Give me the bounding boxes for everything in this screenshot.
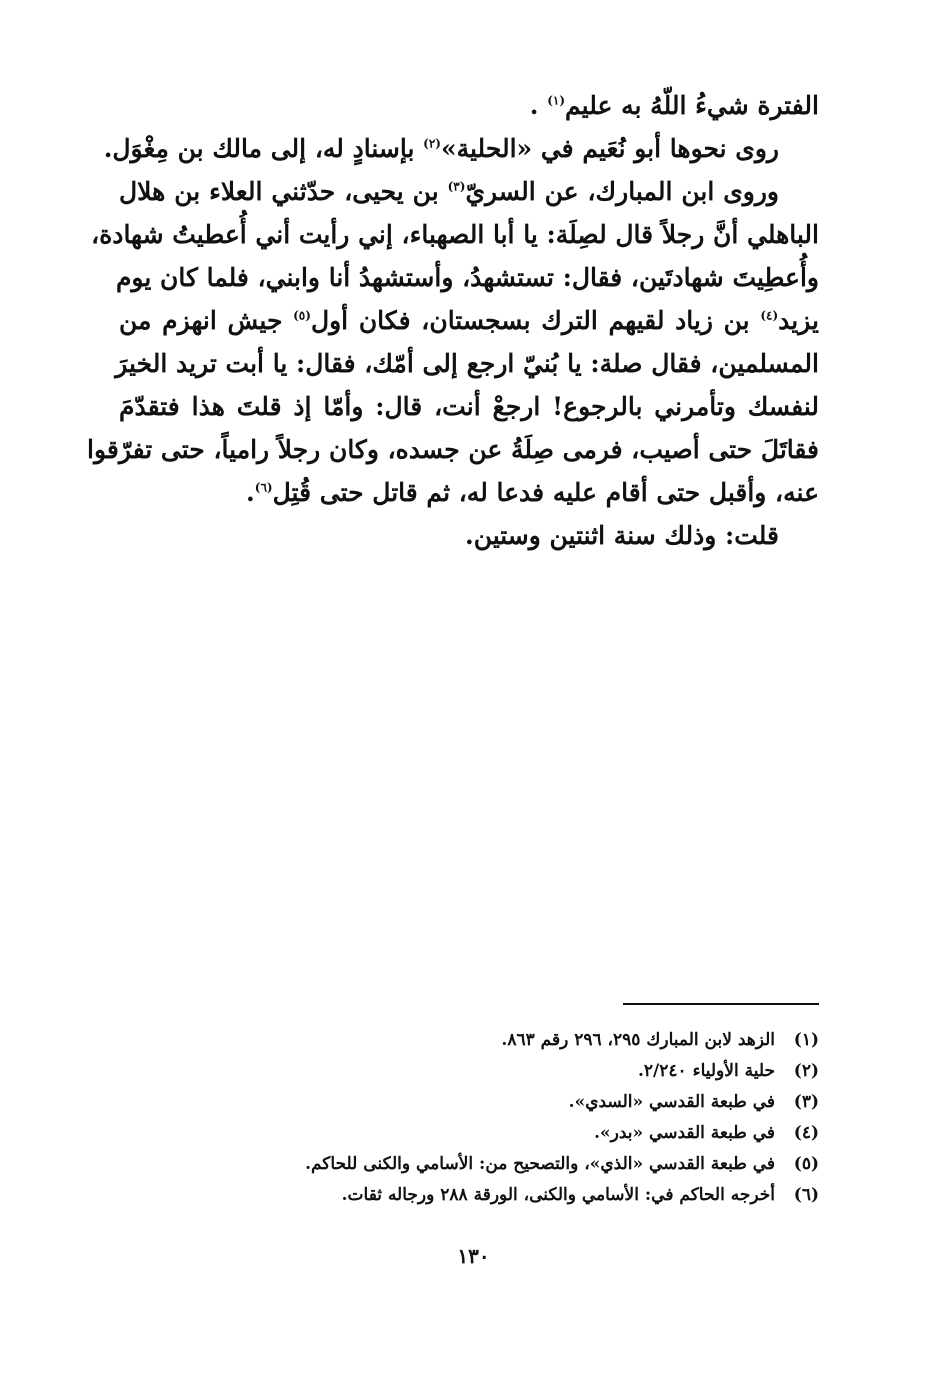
text-line — [119, 299, 819, 342]
footnote-number: (٢) — [793, 1061, 819, 1081]
text-line — [103, 127, 819, 170]
footnote-text: الزهد لابن المبارك ٢٩٥، ٢٩٦ رقم ٨٦٣. — [501, 1030, 775, 1050]
footnote-number: (٤) — [793, 1123, 819, 1143]
footnote — [119, 1149, 819, 1180]
text-line: قلت: وذلك سنة اثنتين وستين. — [464, 521, 779, 550]
text-line — [119, 471, 819, 514]
text-segment: بن زياد لقيهم الترك بسجستان، فكان أول — [310, 306, 761, 335]
text-segment: بإسنادٍ له، إلى مالك بن مِغْوَل. — [103, 134, 424, 163]
footnote-reference: (٣) — [447, 179, 466, 194]
text-segment: جيش انهزم من — [119, 306, 294, 335]
footnote — [119, 1025, 819, 1056]
footnote — [119, 1087, 819, 1118]
footnote-text: حلية الأولياء ٢/٢٤٠. — [638, 1061, 775, 1081]
footnote-number: (٦) — [793, 1185, 819, 1205]
footnote-reference: (٢) — [423, 136, 441, 151]
footnote-separator — [623, 1003, 819, 1005]
footnote — [119, 1118, 819, 1149]
footnotes-block — [119, 1025, 819, 1211]
page-number: ١٣٠ — [457, 1244, 490, 1268]
text-line: الباهلي أنَّ رجلاً قال لصِلَة: يا أبا الصهباء، إني رأيت أني أُعطيتُ شهادة، — [91, 220, 819, 249]
footnote — [119, 1180, 819, 1211]
text-line: فقاتَلَ حتى أصيب، فرمى صِلَةُ عن جسده، وكان رجلاً رامياً، حتى تفرّقوا — [87, 435, 819, 464]
footnote-number: (٣) — [793, 1092, 819, 1112]
footnote-number: (١) — [793, 1030, 819, 1050]
footnote — [119, 1056, 819, 1087]
text-line — [119, 84, 819, 127]
text-line: وأُعطِيتَ شهادتَين، فقال: تستشهدُ، وأستشهدُ أنا وابني، فلما كان يوم — [115, 263, 819, 292]
text-segment: روى نحوها أبو نُعَيم في «الحلية» — [440, 134, 779, 163]
text-segment: وروى ابن المبارك، عن السريّ — [465, 177, 779, 206]
footnote-text: في طبعة القدسي «بدر». — [594, 1123, 775, 1143]
text-segment: يزيد — [778, 306, 819, 335]
footnote-text: أخرجه الحاكم في: الأسامي والكنى، الورقة ٢٨٨ ورجاله ثقات. — [341, 1185, 775, 1205]
footnote-text: في طبعة القدسي «الذي»، والتصحيح من: الأسامي والكنى للحاكم. — [305, 1154, 775, 1174]
text-segment: الفترة شيءُ اللّهُ به عليم — [565, 91, 819, 120]
text-segment: . — [529, 91, 548, 120]
footnote-reference: (٥) — [293, 308, 311, 323]
text-line — [119, 170, 819, 213]
footnote-number: (٥) — [793, 1154, 819, 1174]
footnote-text: في طبعة القدسي «السدي». — [568, 1092, 775, 1112]
text-segment: . — [246, 478, 255, 507]
text-line: المسلمين، فقال صلة: يا بُنيّ ارجع إلى أمّك، فقال: يا أبت تريد الخيرَ — [115, 349, 819, 378]
text-segment: عنه، وأقبل حتى أقام عليه فدعا له، ثم قاتل حتى قُتِل — [272, 478, 819, 507]
footnote-reference: (٤) — [760, 308, 779, 323]
footnote-reference: (٦) — [254, 480, 273, 495]
main-text-block — [87, 84, 819, 557]
footnote-reference: (١) — [547, 93, 566, 108]
text-line: لنفسك وتأمرني بالرجوع! ارجعْ أنت، قال: وأمّا إذ قلتَ هذا فتقدّمَ — [119, 392, 819, 421]
text-segment: بن يحيى، حدّثني العلاء بن هلال — [119, 177, 448, 206]
